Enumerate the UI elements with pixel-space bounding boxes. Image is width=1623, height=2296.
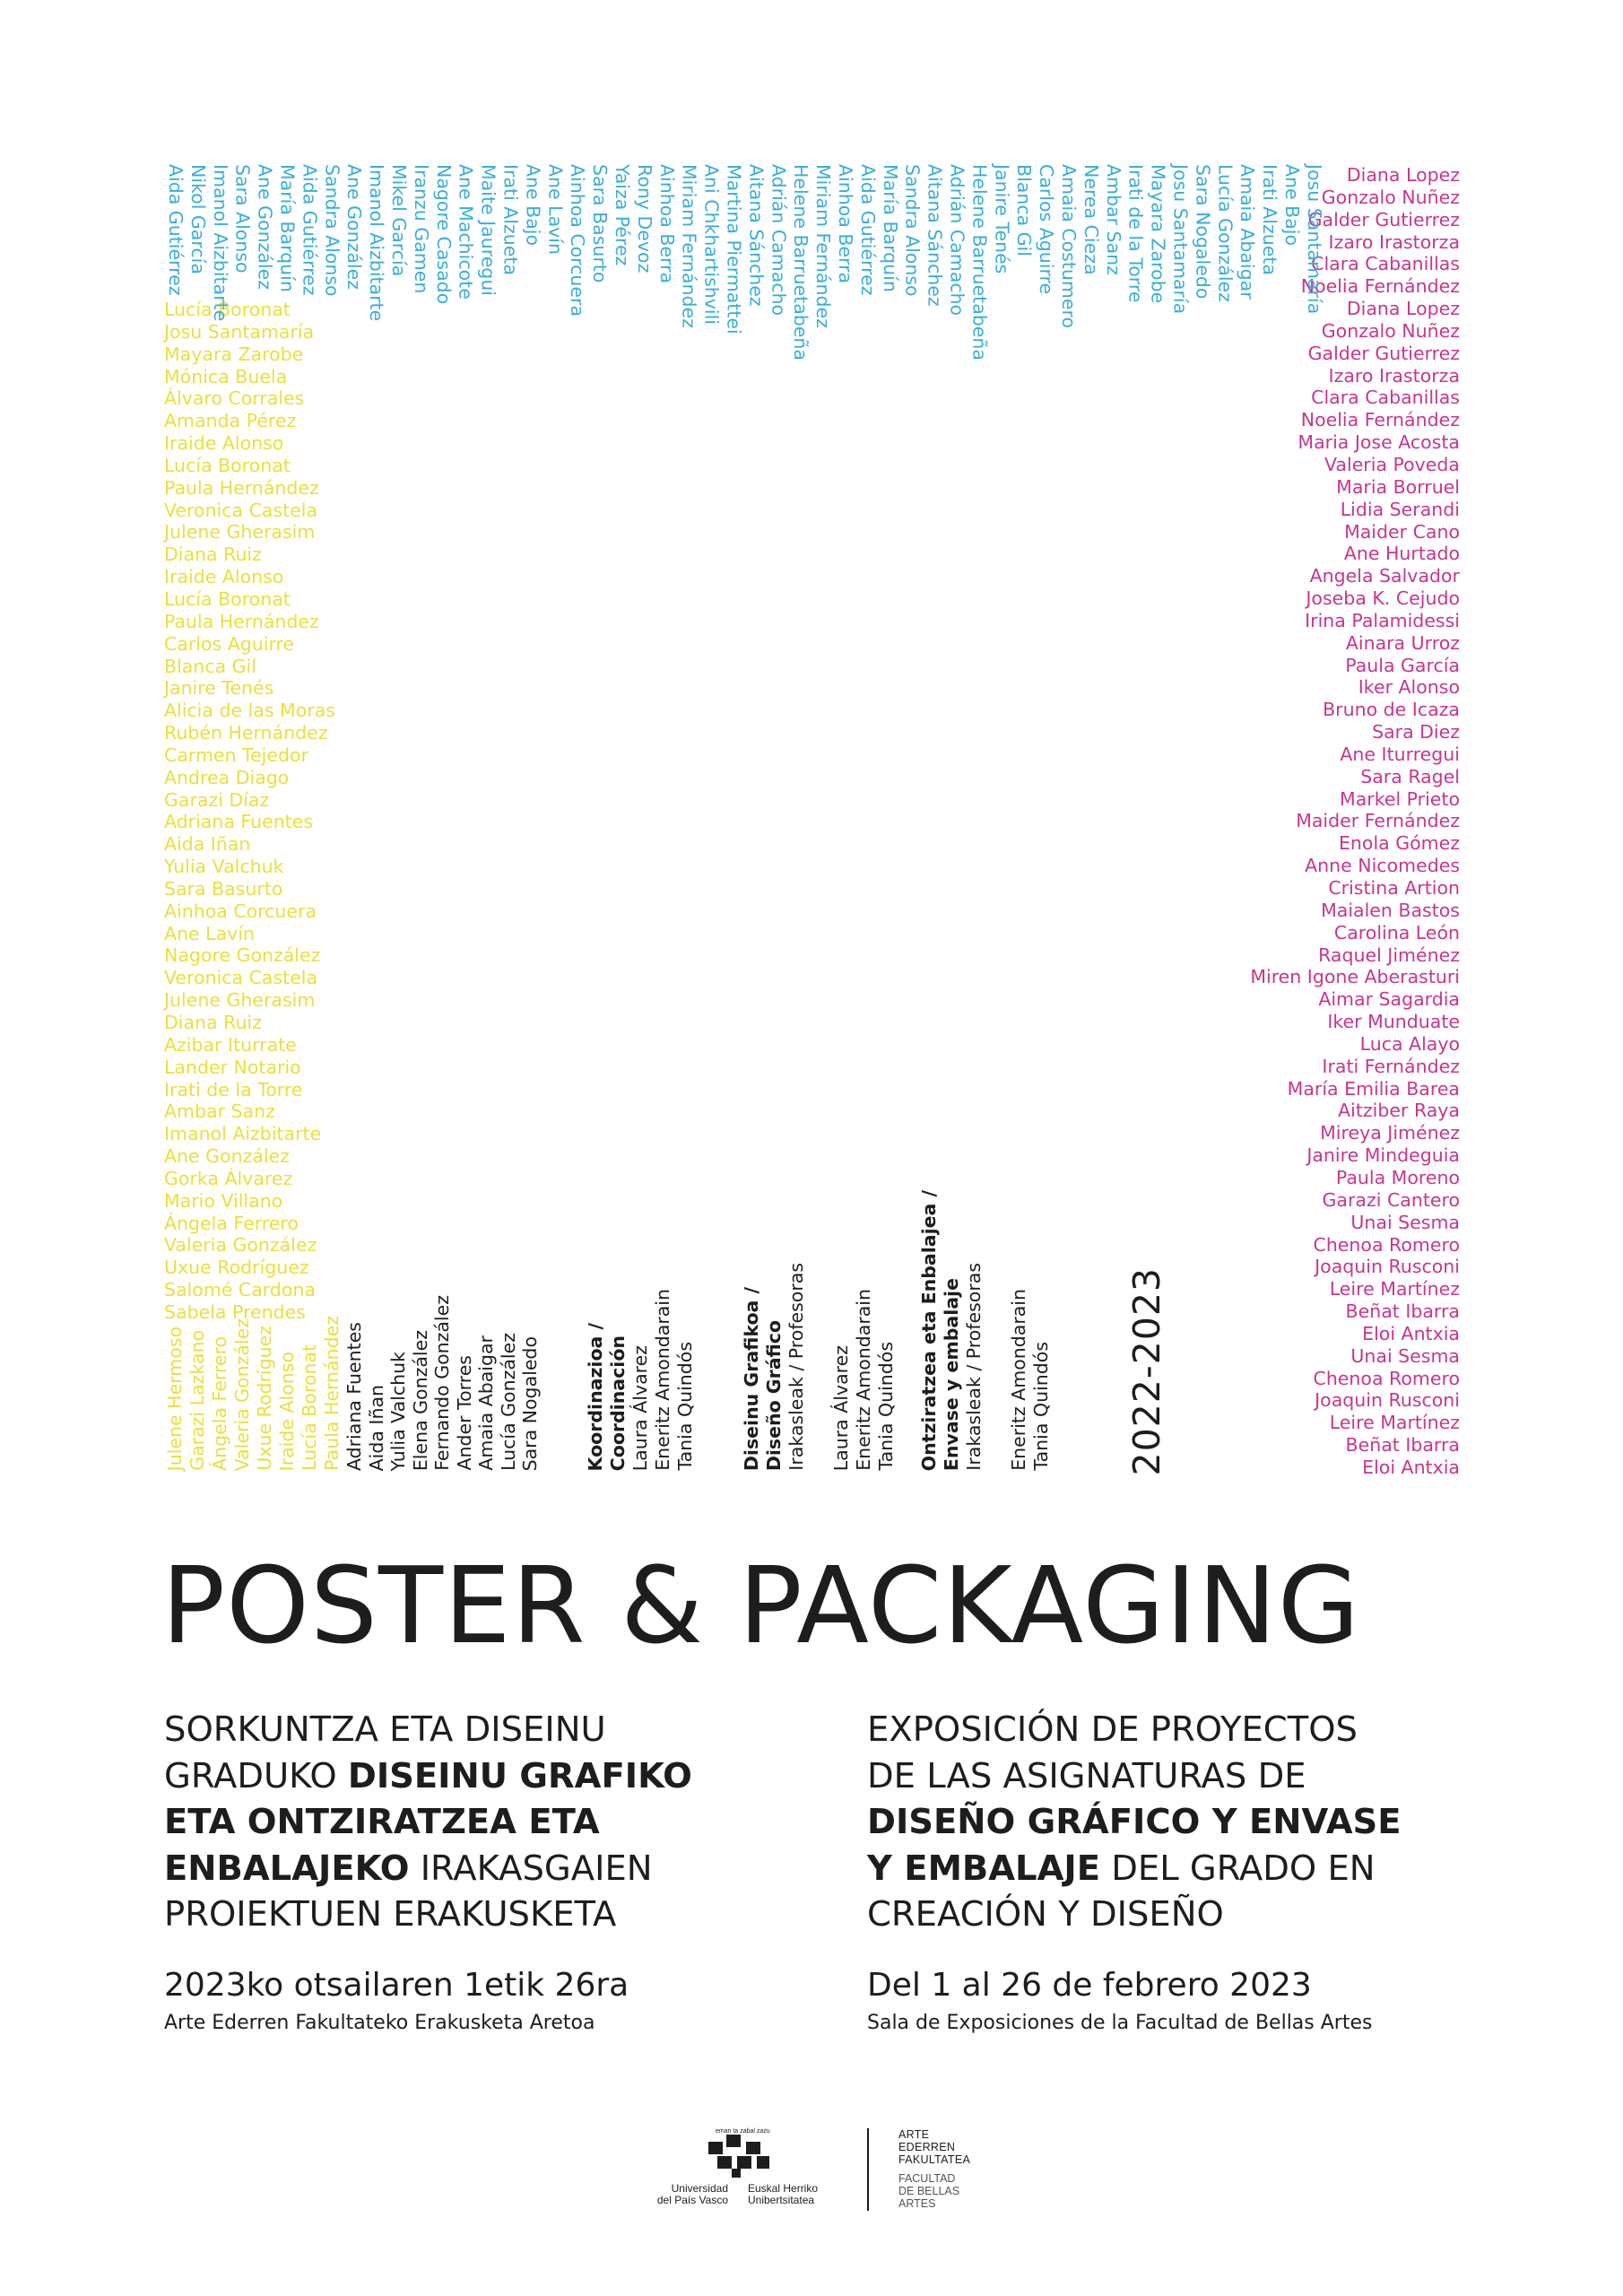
name-entry: Gonzalo Nuñez xyxy=(1321,186,1460,208)
name-entry: Mayara Zarobe xyxy=(1147,164,1169,304)
name-entry: Ane Bajo xyxy=(1281,164,1303,247)
graphic-title-es: Diseño Gráfico xyxy=(763,1319,785,1471)
name-entry: Iker Alonso xyxy=(1358,676,1460,699)
name-entry: Miriam Fernández xyxy=(678,164,700,328)
name-entry: Helene Barruetabeña xyxy=(968,164,991,361)
name-entry: Ane Lavín xyxy=(164,922,255,944)
name-entry: Beñat Ibarra xyxy=(1345,1434,1460,1457)
name-entry: Noelia Fernández xyxy=(1300,275,1460,298)
name-entry: Galder Gutierrez xyxy=(1307,342,1460,364)
name-entry: Unai Sesma xyxy=(1350,1211,1460,1233)
name-entry: Mireya Jiménez xyxy=(1320,1122,1460,1144)
name-entry: Iker Munduate xyxy=(1327,1011,1460,1033)
name-entry: Andrea Diago xyxy=(164,766,290,788)
name-entry: Galder Gutierrez xyxy=(1307,208,1460,230)
name-entry: Blanca Gil xyxy=(1013,164,1036,257)
name-entry: Diana Lopez xyxy=(1346,298,1460,320)
coord-title: Koordinazioa / xyxy=(585,1322,606,1471)
name-entry: Irina Palamidessi xyxy=(1305,609,1460,631)
name-entry: Irati de la Torre xyxy=(164,1078,303,1100)
name-entry: Adriana Fuentes xyxy=(164,811,314,833)
name-entry: Sara Basurto xyxy=(164,877,283,900)
name-entry: Janire Tenés xyxy=(164,677,274,700)
name-entry: Amanda Pérez xyxy=(164,410,297,432)
name-entry: Chenoa Romero xyxy=(1313,1367,1460,1389)
name-entry: Irati Alzueta xyxy=(499,164,522,275)
name-entry: Diana Ruiz xyxy=(164,1012,262,1033)
name-entry: Lucía Boronat xyxy=(299,1344,320,1471)
name-entry: Sabela Prendes xyxy=(164,1300,306,1323)
name-entry: Garazi Cantero xyxy=(1322,1188,1460,1211)
name-entry: Martina Piermattei xyxy=(723,164,745,335)
name-entry: María Barquín xyxy=(276,164,299,292)
name-entry: Joseba K. Cejudo xyxy=(1306,587,1460,610)
name-entry: Uxue Rodríguez xyxy=(164,1257,309,1279)
name-entry: Carmen Tejedor xyxy=(164,744,308,766)
name-entry: Ani Chkhartishvili xyxy=(700,164,723,326)
magenta-names-list xyxy=(1250,164,1460,1479)
name-entry: Maider Cano xyxy=(1344,520,1460,543)
upv-name-eu: Euskal Herriko Unibertsitatea xyxy=(748,2182,819,2206)
name-entry: Irati Alzueta xyxy=(1259,164,1281,275)
name-entry: Helene Barruetabeña xyxy=(790,164,812,361)
name-entry: Mónica Buela xyxy=(164,365,288,387)
name-entry: Amaia Costumero xyxy=(1058,164,1080,328)
name-entry: Aida Iñan xyxy=(365,1384,387,1471)
name-entry: Aitziber Raya xyxy=(1338,1100,1460,1122)
name-entry: Sara Nogaledo xyxy=(519,1335,541,1471)
spanish-date: Del 1 al 26 de febrero 2023 xyxy=(867,1967,1312,2004)
name-entry: Valeria González xyxy=(231,1318,253,1471)
name-entry: Beñat Ibarra xyxy=(1345,1300,1460,1323)
name-entry: Ainhoa Corcuera xyxy=(567,164,589,317)
coord-name: Eneritz Amondarain xyxy=(652,1289,673,1471)
name-entry: Iranzu Gamen xyxy=(410,164,432,294)
name-entry: Diana Ruiz xyxy=(164,544,262,566)
coord-name: Laura Álvarez xyxy=(629,1344,651,1471)
name-entry: Lander Notario xyxy=(164,1056,301,1078)
name-entry: Elena González xyxy=(409,1329,431,1471)
name-entry: Leire Martínez xyxy=(1329,1412,1460,1434)
spanish-venue: Sala de Exposiciones de la Facultad de Bellas Artes xyxy=(867,2012,1373,2034)
name-entry: Clara Cabanillas xyxy=(1311,253,1460,275)
name-entry: Ane Bajo xyxy=(522,164,544,247)
name-entry: Ane González xyxy=(164,1145,290,1168)
packaging-name: Eneritz Amondarain xyxy=(1008,1289,1029,1471)
name-entry: Anne Nicomedes xyxy=(1305,855,1460,877)
name-entry: Amaia Abaigar xyxy=(1237,164,1259,300)
name-entry: Ainhoa Berra xyxy=(835,164,856,284)
name-entry: Imanol Aizbitarte xyxy=(164,1123,322,1145)
name-entry: Imanol Aizbitarte xyxy=(209,164,231,322)
name-entry: Ainara Urroz xyxy=(1345,631,1460,654)
name-entry: Josu Santamaría xyxy=(1169,164,1192,315)
basque-venue: Arte Ederren Fakultateko Erakusketa Aretoa xyxy=(164,2012,595,2034)
name-entry: Iraide Alonso xyxy=(276,1351,298,1471)
name-entry: Josu Santamaría xyxy=(1303,164,1325,315)
name-entry: Janire Tenés xyxy=(991,164,1013,274)
graphic-name: Tania Quindós xyxy=(875,1342,897,1471)
name-entry: Julene Hermoso xyxy=(164,1326,186,1471)
name-entry: Aitana Sánchez xyxy=(924,164,946,307)
name-entry: Yulia Valchuk xyxy=(387,1351,409,1471)
faculty-name-es: FACULTAD DE BELLAS ARTES xyxy=(898,2172,960,2210)
name-entry: Veronica Castela xyxy=(164,967,318,989)
name-entry: Joaquin Rusconi xyxy=(1315,1389,1460,1412)
name-entry: Sara Nogaledo xyxy=(1192,164,1214,300)
name-entry: Lucía Boronat xyxy=(164,454,291,476)
name-entry: Ane Lavín xyxy=(544,164,567,255)
upv-name-es: Universidad del País Vasco xyxy=(656,2182,728,2206)
name-entry: Maria Jose Acosta xyxy=(1298,431,1460,454)
name-entry: Miren Igone Aberasturi xyxy=(1250,966,1460,988)
packaging-title-es: Envase y embalaje xyxy=(941,1277,962,1471)
coord-title-es: Coordinación xyxy=(607,1335,629,1471)
packaging-title: Ontziratzea eta Enbalajea / xyxy=(918,1189,940,1471)
name-entry: Lucía Boronat xyxy=(164,299,291,320)
name-entry: Eloi Antxia xyxy=(1362,1322,1460,1344)
name-entry: Sara Diez xyxy=(1372,721,1460,744)
name-entry: Enola Gómez xyxy=(1338,832,1460,855)
name-entry: Paula Moreno xyxy=(1335,1166,1460,1188)
spanish-description: EXPOSICIÓN DE PROYECTOS DE LAS ASIGNATURAS DE DISEÑO GRÁFICO Y ENVASE Y EMBALAJE DEL GRADO EN CREACIÓN Y DISEÑO xyxy=(867,1709,1402,1935)
name-entry: Ainhoa Corcuera xyxy=(164,900,317,922)
name-entry: Ane González xyxy=(343,164,366,290)
name-entry: Ane Machicote xyxy=(455,164,477,300)
name-entry: Carolina León xyxy=(1333,921,1460,944)
name-entry: Markel Prieto xyxy=(1340,787,1460,810)
name-entry: Nagore González xyxy=(164,944,321,967)
name-entry: Luca Alayo xyxy=(1359,1032,1460,1055)
academic-year: 2022-2023 xyxy=(1125,1266,1168,1475)
name-entry: Irati Fernández xyxy=(1322,1055,1460,1077)
name-entry: Adriana Fuentes xyxy=(343,1321,365,1471)
name-entry: Adrián Camacho xyxy=(946,164,968,317)
name-entry: Álvaro Corrales xyxy=(164,387,305,410)
name-entry: Ainhoa Berra xyxy=(655,164,678,284)
yellow-names-list xyxy=(164,299,335,1324)
name-entry: Maria Borruel xyxy=(1336,475,1460,498)
name-entry: Maider Fernández xyxy=(1296,810,1460,832)
name-entry: Salomé Cardona xyxy=(164,1279,316,1301)
name-entry: Irati de la Torre xyxy=(1124,164,1147,303)
name-entry: Lucía Boronat xyxy=(164,587,291,610)
name-entry: Aimar Sagardia xyxy=(1318,988,1460,1011)
name-entry: Valeria Poveda xyxy=(1324,453,1460,475)
name-entry: Paula Hernández xyxy=(164,476,319,499)
logo-divider xyxy=(867,2128,869,2211)
graphic-title: Diseinu Grafikoa / xyxy=(741,1286,762,1471)
name-entry: Leire Martínez xyxy=(1329,1278,1460,1300)
name-entry: María Barquín xyxy=(879,164,901,292)
name-entry: Ane Hurtado xyxy=(1343,543,1460,565)
name-entry: Garazi Díaz xyxy=(164,788,270,811)
name-entry: Angela Salvador xyxy=(1309,565,1460,587)
name-entry: Ambar Sanz xyxy=(164,1100,275,1123)
name-entry: Rony Devoz xyxy=(633,164,655,274)
upv-ehu-logo xyxy=(638,2117,979,2215)
name-entry: Aida Gutiérrez xyxy=(856,164,879,296)
name-entry: Izaro Irastorza xyxy=(1328,364,1460,387)
name-entry: Gonzalo Nuñez xyxy=(1321,319,1460,342)
upv-tree-icon xyxy=(707,2133,773,2178)
name-entry: Mayara Zarobe xyxy=(164,343,304,365)
name-entry: Julene Gherasim xyxy=(164,521,316,544)
name-entry: Clara Cabanillas xyxy=(1311,387,1460,409)
name-entry: Sandra Alonso xyxy=(321,164,343,297)
name-entry: Sara Basurto xyxy=(589,164,612,283)
name-entry: Nagore Casado xyxy=(432,164,455,305)
name-entry: Veronica Castela xyxy=(164,499,318,521)
name-entry: Paula Hernández xyxy=(321,1316,343,1471)
name-entry: Iraide Alonso xyxy=(164,432,284,455)
graphic-name: Laura Álvarez xyxy=(830,1344,852,1471)
name-entry: Sara Alonso xyxy=(231,164,254,274)
name-entry: Raquel Jiménez xyxy=(1318,944,1460,966)
name-entry: Aida Gutiérrez xyxy=(299,164,321,296)
name-entry: Ane González xyxy=(254,164,276,290)
name-entry: Carlos Aguirre xyxy=(1036,164,1058,295)
name-entry: Aitana Sánchez xyxy=(745,164,768,307)
name-entry: Paula García xyxy=(1345,654,1460,676)
name-entry: Amaia Abaigar xyxy=(475,1335,497,1471)
name-entry: Diana Lopez xyxy=(1346,164,1460,186)
name-entry: Mikel García xyxy=(388,164,410,277)
graphic-name: Eneritz Amondarain xyxy=(853,1289,874,1471)
name-entry: María Emilia Barea xyxy=(1287,1077,1460,1100)
name-entry: Ambar Sanz xyxy=(1102,164,1124,275)
page-title: POSTER & PACKAGING xyxy=(161,1544,1361,1667)
name-entry: Janire Mindeguia xyxy=(1306,1144,1460,1167)
name-entry: Yulia Valchuk xyxy=(164,856,284,878)
name-entry: Miriam Fernández xyxy=(812,164,835,328)
upv-motto: eman ta zabal zazu xyxy=(716,2128,770,2135)
name-entry: Blanca Gil xyxy=(164,655,256,677)
name-entry: Paula Hernández xyxy=(164,610,319,632)
name-entry: Azibar Iturrate xyxy=(164,1033,297,1056)
basque-description: SORKUNTZA ETA DISEINU GRADUKO DISEINU GRAFIKO ETA ONTZIRATZEA ETA ENBALAJEKO IRAKASGAIEN PROIEKTUEN ERAKUSKETA xyxy=(164,1709,692,1935)
name-entry: Josu Santamaría xyxy=(164,320,315,343)
name-entry: Unai Sesma xyxy=(1350,1344,1460,1367)
name-entry: Iraide Alonso xyxy=(164,566,284,588)
name-entry: Nikol García xyxy=(187,164,209,274)
packaging-role: Irakasleak / Profesoras xyxy=(963,1263,985,1471)
name-entry: Cristina Artion xyxy=(1328,877,1460,899)
name-entry: Adrián Camacho xyxy=(768,164,790,317)
name-entry: Maite Jauregui xyxy=(477,164,499,297)
faculty-name-eu: ARTE EDERREN FAKULTATEA xyxy=(898,2128,971,2166)
name-entry: Imanol Aizbitarte xyxy=(366,164,388,322)
name-entry: Valeria González xyxy=(164,1234,317,1257)
name-entry: Lidia Serandi xyxy=(1340,498,1460,520)
coord-name: Tania Quindós xyxy=(674,1342,696,1471)
name-entry: Uxue Rodríguez xyxy=(254,1326,275,1471)
name-entry: Mario Villano xyxy=(164,1189,283,1212)
name-entry: Ane Iturregui xyxy=(1340,743,1460,765)
name-entry: Fernando González xyxy=(431,1295,453,1471)
name-entry: Garazi Lazkano xyxy=(187,1330,208,1471)
name-entry: Ander Torres xyxy=(453,1355,475,1471)
name-entry: Eloi Antxia xyxy=(1362,1456,1460,1478)
name-entry: Chenoa Romero xyxy=(1313,1233,1460,1256)
name-entry: Ángela Ferrero xyxy=(164,1212,299,1234)
name-entry: Rubén Hernández xyxy=(164,722,328,744)
name-entry: Sara Ragel xyxy=(1360,765,1460,787)
name-entry: Nerea Cieza xyxy=(1080,164,1102,275)
name-entry: Lucía González xyxy=(497,1333,519,1471)
name-entry: Sandra Alonso xyxy=(901,164,924,297)
name-entry: Aida Gutiérrez xyxy=(165,164,187,296)
name-entry: Yaiza Pérez xyxy=(612,164,633,266)
name-entry: Julene Gherasim xyxy=(164,989,316,1012)
name-entry: Aida Iñan xyxy=(164,833,251,856)
name-entry: Bruno de Icaza xyxy=(1323,699,1460,721)
graphic-role: Irakasleak / Profesoras xyxy=(785,1263,807,1471)
name-entry: Noelia Fernández xyxy=(1300,409,1460,431)
name-entry: Maialen Bastos xyxy=(1321,899,1460,921)
name-entry: Alicia de las Moras xyxy=(164,700,335,722)
name-entry: Lucía González xyxy=(1214,164,1237,302)
name-entry: Joaquin Rusconi xyxy=(1315,1256,1460,1278)
packaging-name: Tania Quindós xyxy=(1030,1342,1052,1471)
basque-date: 2023ko otsailaren 1etik 26ra xyxy=(164,1967,629,2004)
name-entry: Carlos Aguirre xyxy=(164,632,295,655)
name-entry: Izaro Irastorza xyxy=(1328,230,1460,253)
name-entry: Gorka Álvarez xyxy=(164,1167,293,1189)
name-entry: Ángela Ferrero xyxy=(209,1336,230,1471)
